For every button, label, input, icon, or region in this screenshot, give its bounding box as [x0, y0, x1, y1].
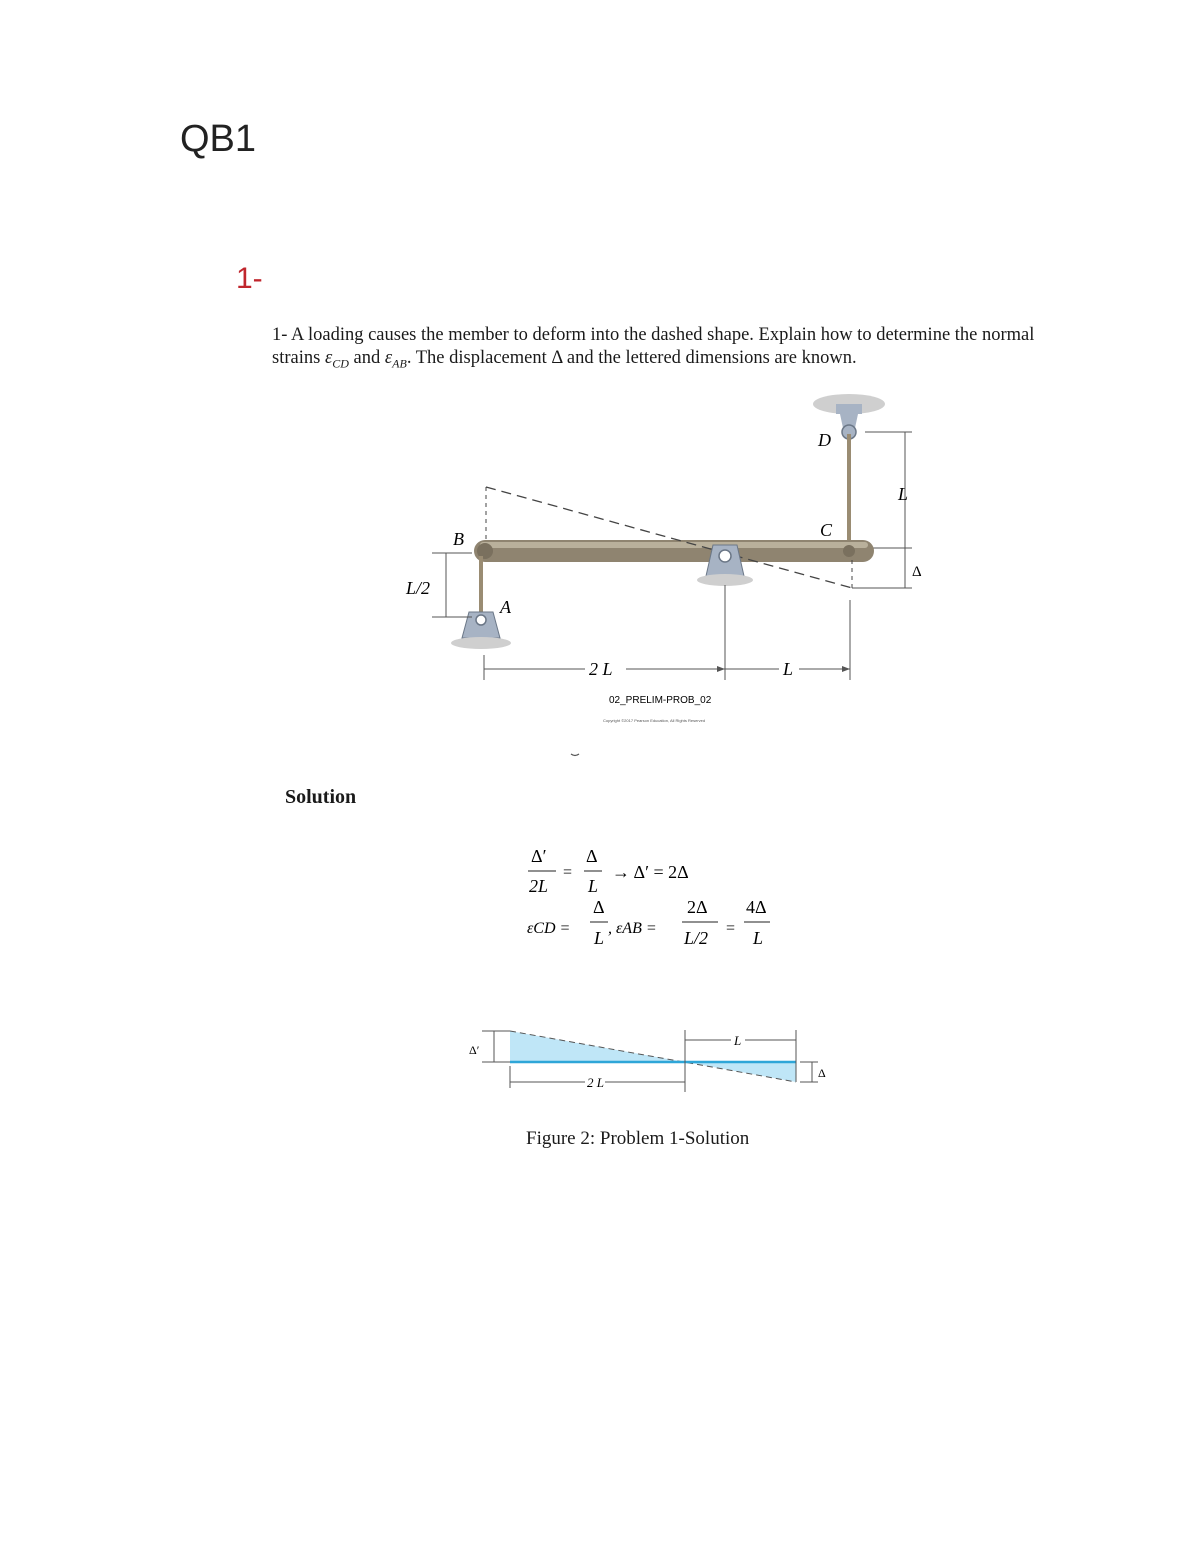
label-l: L: [783, 659, 794, 679]
eq2-ab-denominator-2: L: [753, 928, 764, 948]
strain-ab-symbol: ε: [384, 348, 393, 368]
problem-text-middle: and: [348, 348, 385, 368]
label-2l-solution: 2 L: [587, 1075, 604, 1090]
solution-heading: Solution: [285, 786, 357, 808]
strain-ab-subscript: AB: [392, 356, 407, 371]
question-number: 1-: [236, 262, 263, 295]
document-title: QB1: [180, 118, 257, 160]
eq2-ab-label: , εAB =: [608, 920, 657, 937]
eq1-rhs-denominator: L: [588, 876, 599, 896]
label-2l: 2 L: [589, 659, 613, 679]
label-b: B: [453, 529, 464, 549]
eq2-ab-numerator-1: 2Δ: [687, 897, 708, 917]
label-delta: Δ: [912, 564, 922, 580]
figure-caption: Figure 2: Problem 1-Solution: [526, 1128, 750, 1149]
problem-text-prefix: 1- A loading causes the member to deform into the dashed shape. Explain how to determine the normal strains: [272, 325, 1035, 368]
label-delta-solution: Δ: [818, 1066, 826, 1080]
eq1-rhs-numerator: Δ: [586, 846, 598, 866]
label-delta-prime: Δ′: [469, 1043, 480, 1057]
label-d: D: [818, 430, 831, 450]
eq2-cd-label: εCD =: [527, 920, 571, 937]
strain-cd-symbol: ε: [324, 348, 333, 368]
figure-image-id: 02_PRELIM-PROB_02: [609, 695, 712, 706]
eq2-ab-numerator-2: 4Δ: [746, 897, 767, 917]
eq1-equals: =: [563, 864, 573, 881]
label-l-half: L/2: [406, 578, 431, 598]
problem-text-suffix: . The displacement Δ and the lettered dimensions are known.: [406, 348, 857, 368]
eq2-cd-denominator: L: [594, 928, 605, 948]
eq2-ab-denominator-1: L/2: [684, 928, 709, 948]
strain-cd-subscript: CD: [332, 356, 349, 371]
label-l-vertical: L: [898, 484, 909, 504]
figure-copyright: Copyright ©2017 Pearson Education, All Rights Reserved: [603, 718, 706, 723]
eq2-cd-numerator: Δ: [593, 897, 605, 917]
eq2-equals: =: [726, 920, 736, 937]
eq1-lhs-denominator: 2L: [529, 876, 549, 896]
eq1-result: → Δ′ = 2Δ: [612, 862, 689, 882]
eq1-lhs-numerator: Δ′: [531, 846, 547, 866]
label-c: C: [820, 520, 833, 540]
label-l-solution: L: [734, 1033, 742, 1048]
label-a: A: [500, 597, 511, 617]
